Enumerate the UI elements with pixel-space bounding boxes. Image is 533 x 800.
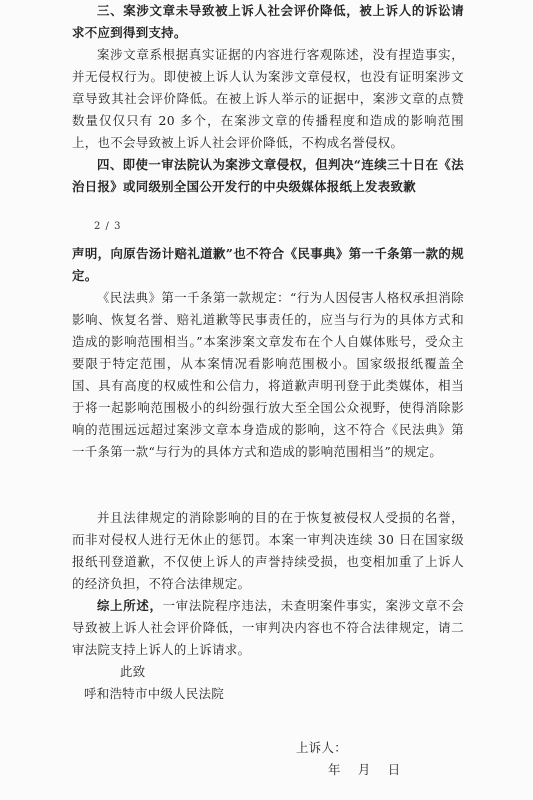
section-three-heading: 三、案涉文章未导致被上诉人社会评价降低，被上诉人的诉讼请求不应到得到支持。: [72, 3, 464, 40]
civil-code-analysis: 《民法典》第一千条第一款规定：“行为人因侵害人格权承担消除影响、恢复名誉、赔礼道歉等民事责任的，应当与行为的具体方式和造成的影响范围相当。”本案涉案文章发布在个人自媒体账号，受众主要限于特定范围，从本案情况看影响范围极小。国家级报纸覆盖全国、具有高度的权威性和公信力，将道歉声明刊登于此类媒体，相当于将一起影响范围极小的纠纷强行放大至全国公众视野，使得消除影响的范围远远超过案涉文章本身造成的影响，这不符合《民法典》第一千条第一款“与行为的具体方式和造成的影响范围相当”的规定。: [72, 290, 464, 459]
conclusion-body: 一审法院程序违法，未查明案件事实，案涉文章不会导致被上诉人社会评价降低，一审判决内容也不符合法律规定，请二审法院支持上诉人的上诉请求。: [72, 598, 464, 657]
section-four-heading-part2: 声明，向原告汤计赔礼道歉”也不符合《民事典》第一千条第一款的规定。: [72, 246, 464, 283]
closing-salutation: 此致: [120, 664, 146, 679]
signature-date: 年 月 日: [328, 762, 401, 777]
purpose-of-remedy-paragraph: 并且法律规定的消除影响的目的在于恢复被侵权人受损的名誉，而非对侵权人进行无休止的惩罚。本案一审判决连续 30 日在国家级报纸刊登道歉，不仅使上诉人的声誉持续受损，也变相加重了上诉人的经济负担，不符合法律规定。: [72, 510, 464, 591]
conclusion-paragraph: [72, 595, 464, 661]
recipient-court: 呼和浩特市中级人民法院: [84, 686, 225, 701]
appellant-signature-label: 上诉人：: [296, 740, 347, 755]
section-three-body: 案涉文章系根据真实证据的内容进行客观陈述，没有捏造事实，并无侵权行为。即使被上诉人认为案涉文章侵权，也没有证明案涉文章导致其社会评价降低。在被上诉人举示的证据中，案涉文章的点赞数量仅仅只有 20 多个，在案涉文章的传播程度和造成的影响范围上，也不会导致被上诉人社会评价降低，不构成名誉侵权。: [72, 47, 464, 150]
page-number-marker: 2 / 3: [94, 221, 122, 232]
section-four-heading-part1: 四、即使一审法院认为案涉文章侵权，但判决“连续三十日在《法治日报》或同级别全国公开发行的中央级媒体报纸上发表致歉: [72, 157, 464, 194]
conclusion-lead: 综上所述，: [97, 598, 163, 613]
